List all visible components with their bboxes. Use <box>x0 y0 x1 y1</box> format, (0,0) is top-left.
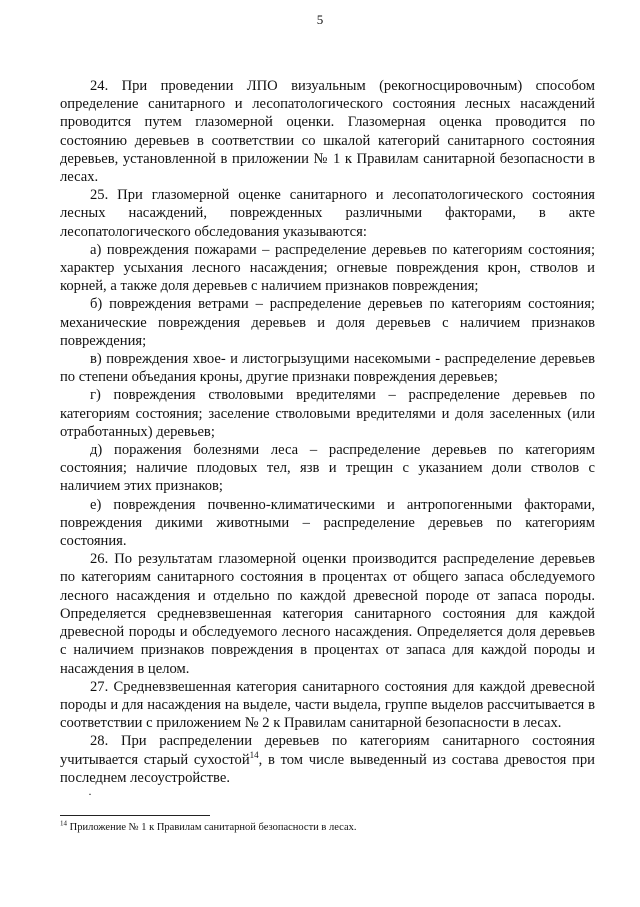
item-g-stem-pests: г) повреждения стволовыми вредителями – распределение деревьев по категориям состояния; заселение стволовыми вредителями и доля заселенных (или отработанных) деревьев; <box>60 387 595 440</box>
item-v-insects: в) повреждения хвое- и листогрызущими насекомыми - распределение деревьев по степени объедания кроны, другие признаки повреждения деревьев; <box>60 351 595 386</box>
item-d-diseases: д) поражения болезнями леса – распределение деревьев по категориям состояния; наличие плодовых тел, язв и трещин с указанием доли стволов с наличием этих признаков; <box>60 442 595 495</box>
page-number: 5 <box>316 12 324 27</box>
paragraph-26: 26. По результатам глазомерной оценки производится распределение деревьев по категориям санитарного состояния в процентах от общего запаса обследуемого лесного насаждения и отдельно по каждой древесной породе от запаса породы. Определяется средневзвешенная категория санитарного состояния для каждой древесной породы и обследуемого лесного насаждения. Определяется доля деревьев с наличием признаков повреждения в процентах от запаса для каждой породы и насаждения в целом. <box>60 551 595 677</box>
paragraph-27: 27. Средневзвешенная категория санитарного состояния для каждой древесной породы и для насаждения на выделе, части выдела, группе выделов рассчитывается в соответствии с приложением № 2 к Правилам санитарной безопасности в лесах. <box>60 678 595 732</box>
footnote-number: 14 <box>60 819 67 828</box>
paragraph-24: 24. При проведении ЛПО визуальным (рекогносцировочным) способом определение санитарного и лесопатологического состояния лесных насаждений проводится путем глазомерной оценки. Глазомерная оценка проводится по состоянию деревьев в соответствии со шкалой категорий санитарного состояния деревьев, установленной в приложении № 1 к Правилам санитарной безопасности в лесах. <box>60 78 595 186</box>
item-b-winds: б) повреждения ветрами – распределение деревьев по категориям состояния; механические повреждения деревьев и доля деревьев с наличием признаков повреждения; <box>60 296 595 349</box>
footnote-text: Приложение № 1 к Правилам санитарной безопасности в лесах. <box>67 822 357 833</box>
paragraph-28-text-end: , в том числе выведенный из состава древостоя при последнем лесоустройстве. <box>60 751 595 786</box>
stray-mark: · <box>88 787 92 801</box>
item-e-climatic: е) повреждения почвенно-климатическими и антропогенными факторами, повреждения дикими животными – распределение деревьев по категориям состояния. <box>60 496 595 550</box>
paragraph-28-text: 28. При распределении деревьев по категориям санитарного состояния учитывается старый сухостой <box>60 733 595 768</box>
item-a-fires: а) повреждения пожарами – распределение деревьев по категориям состояния; характер усыхания лесного насаждения; огневые повреждения крон, стволов и корней, а также доля деревьев с наличием признаков повреждения; <box>60 241 595 295</box>
footnote-separator <box>60 815 210 816</box>
footnote-ref-14[interactable]: 14 <box>249 749 259 760</box>
paragraph-28 <box>60 732 595 787</box>
footnote-14 <box>60 821 356 834</box>
paragraph-25: 25. При глазомерной оценке санитарного и лесопатологического состояния лесных насаждений, поврежденных различными факторами, в акте лесопатологического обследования указываются: <box>60 187 595 240</box>
document-body <box>60 77 595 787</box>
